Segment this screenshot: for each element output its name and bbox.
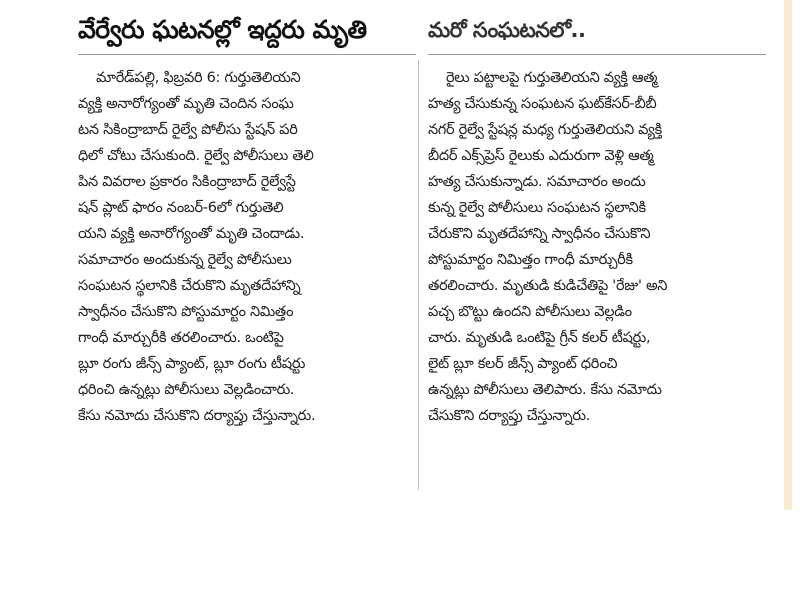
page-edge-strip (784, 0, 792, 510)
left-body-line: మారేడ్‌పల్లి, ఫిబ్రవరి 6: గుర్తుతెలియని (96, 70, 301, 86)
column-divider (418, 60, 419, 490)
right-body-line: చేసుకొని దర్యాప్తు చేస్తున్నారు. (428, 408, 590, 424)
left-body-line: గాంధీ మార్చురీకి తరలించారు. ఒంటిపై (78, 330, 284, 346)
right-subhead-rule (428, 54, 766, 55)
left-body-line: సమాచారం అందుకున్న రైల్వే పోలీసులు (78, 252, 292, 268)
left-headline: వేర్వేరు ఘటనల్లో ఇద్దరు మృతి (78, 15, 367, 44)
left-body-line: కేసు నమోదు చేసుకొని దర్యాప్తు చేస్తున్నారు. (78, 408, 316, 424)
right-article (428, 12, 766, 429)
left-body-line: టన సికింద్రాబాద్ రైల్వే పోలీసు స్టేషన్ పరి (78, 122, 298, 138)
left-body-line: ధిలో చోటు చేసుకుంది. రైల్వే పోలీసులు తెలి (78, 148, 314, 164)
right-body-line: చారు. మృతుడి ఒంటిపై గ్రీన్ కలర్ టీషర్టు, (428, 330, 651, 346)
right-article-body (428, 65, 766, 429)
left-body-line: ధరించి ఉన్నట్లు పోలీసులు వెల్లడించారు. (78, 382, 295, 398)
left-body-line: బ్లూ రంగు జీన్స్ ప్యాంట్, బ్లూ రంగు టీషర్టు (78, 356, 306, 372)
left-body-line: వ్యక్తి అనారోగ్యంతో మృతి చెందిన సంఘ (78, 96, 294, 112)
left-article-body (78, 65, 416, 429)
left-headline-rule (78, 54, 416, 55)
left-body-line: సంఘటన స్థలానికి చేరుకొని మృతదేహాన్ని (78, 278, 301, 294)
right-body-line: బీదర్ ఎక్స్‌ప్రెస్ రైలుకు ఎదురుగా వెళ్లి ఆత్మ (428, 148, 654, 164)
right-body-line: తరలించారు. మృతుడి కుడిచేతిపై 'రేజు' అని (428, 278, 668, 294)
right-body-line: హత్య చేసుకున్నాడు. సమాచారం అందు (428, 174, 646, 190)
right-body-line: పచ్చ బొట్టు ఉందని పోలీసులు వెల్లడిం (428, 304, 632, 320)
left-body-line: షన్ ప్లాట్ ఫారం నంబర్-6లో గుర్తుతెలి (78, 200, 284, 216)
right-subhead: మరో సంఘటనలో.. (428, 18, 586, 42)
right-body-line: నగర్ రైల్వే స్టేషన్ల మధ్య గుర్తుతెలియని వ్యక్తి (428, 122, 662, 138)
left-article (78, 12, 416, 429)
right-body-line: హత్య చేసుకున్న సంఘటన ఘట్‌కేసర్-బీబీ (428, 96, 657, 112)
right-body-line: చేరుకొని మృతదేహాన్ని స్వాధీనం చేసుకొని (428, 226, 651, 242)
left-body-line: స్వాధీనం చేసుకొని పోస్టుమార్టం నిమిత్తం (78, 304, 294, 320)
left-body-line: పిన వివరాల ప్రకారం సికింద్రాబాద్ రైల్వేస్టే (78, 174, 296, 190)
right-body-line: పోస్టుమార్టం నిమిత్తం గాంధీ మార్చురీకి (428, 252, 633, 268)
right-body-line: లైట్ బ్లూ కలర్ జీన్స్ ప్యాంట్ ధరించి (428, 356, 618, 372)
right-body-line: రైలు పట్టాలపై గుర్తుతెలియని వ్యక్తి ఆత్మ (446, 70, 658, 86)
right-body-line: కున్న రైల్వే పోలీసులు సంఘటన స్థలానికి (428, 200, 646, 216)
right-body-line: ఉన్నట్లు పోలీసులు తెలిపారు. కేసు నమోదు (428, 382, 662, 398)
left-body-line: యని వ్యక్తి అనారోగ్యంతో మృతి చెందాడు. (78, 226, 305, 242)
